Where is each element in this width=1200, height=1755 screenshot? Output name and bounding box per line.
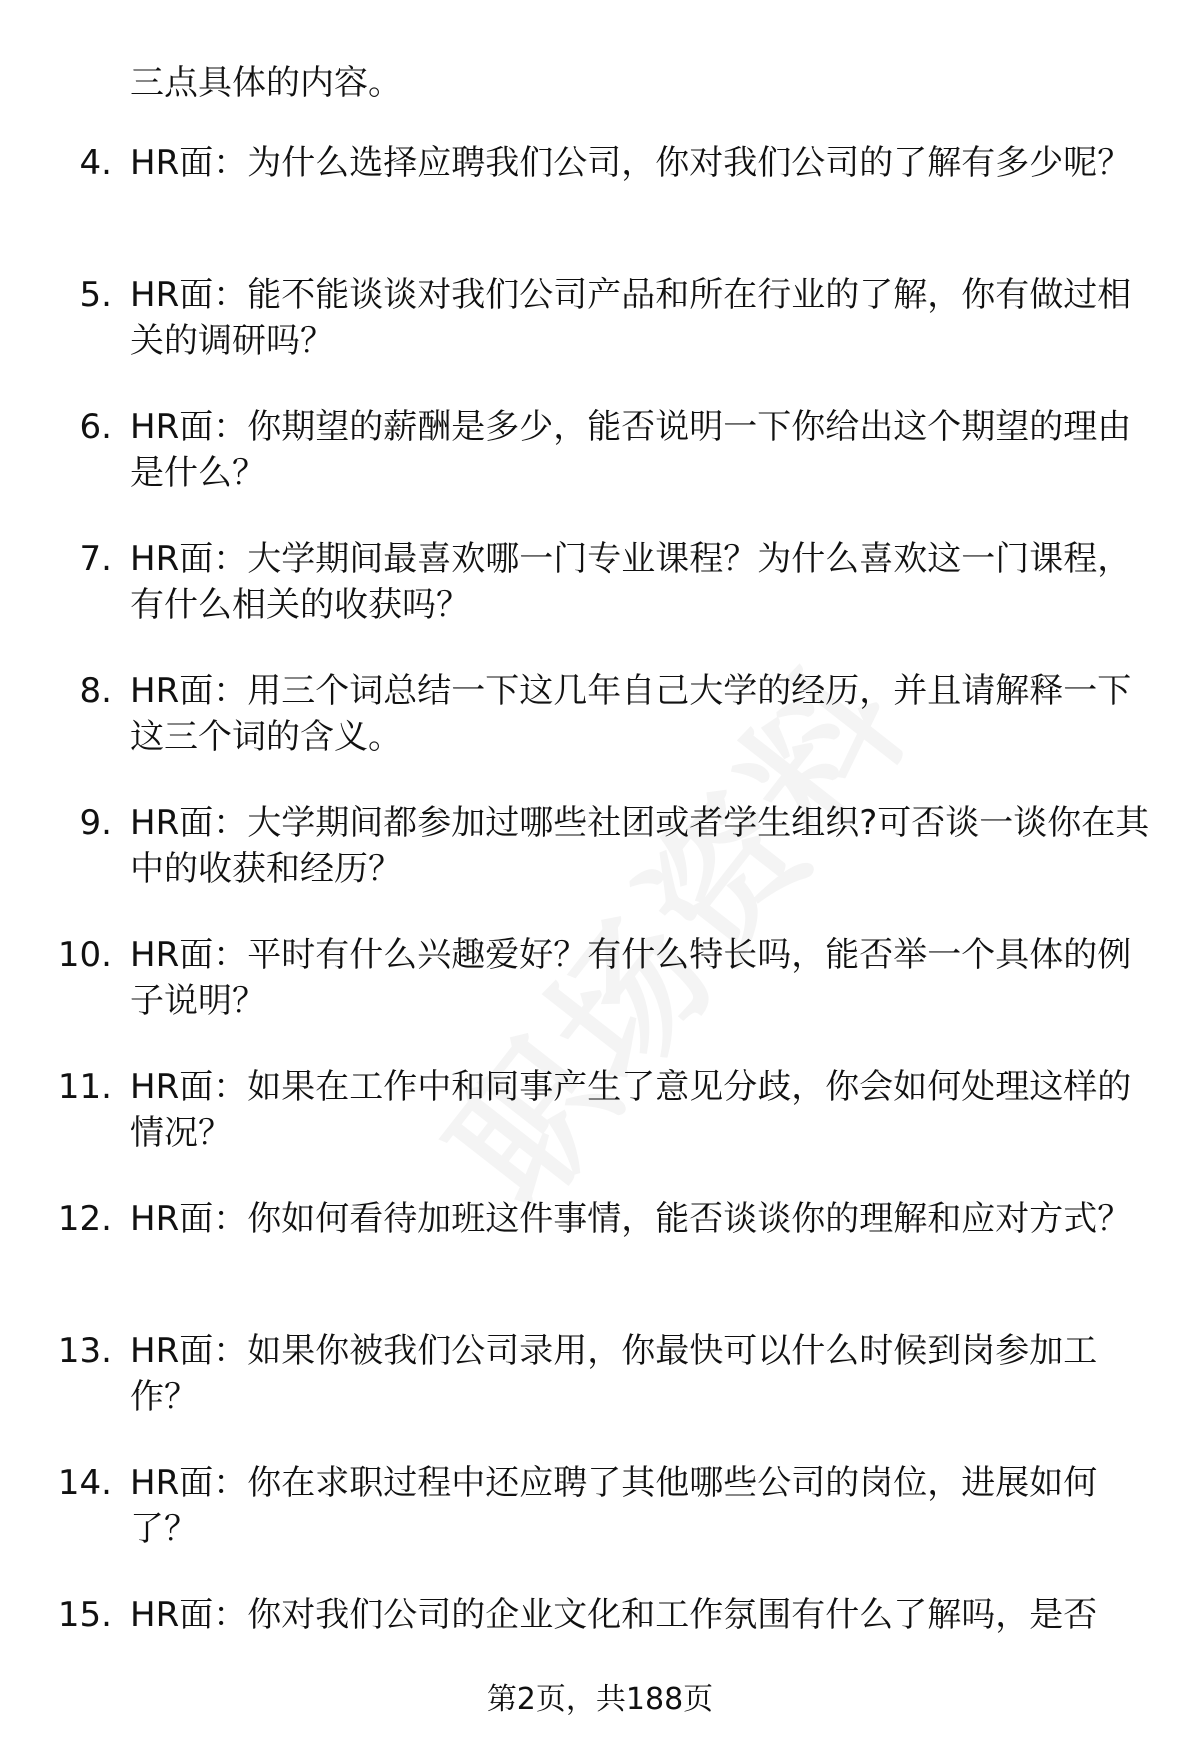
list-item (0, 1064, 1200, 1196)
question-list (0, 140, 1200, 1724)
item-number: 14. (57, 1463, 112, 1503)
item-number: 4. (79, 143, 112, 183)
list-item (0, 536, 1200, 668)
continuation-text: 三点具体的内容。 (130, 63, 402, 103)
item-text: HR面：你如何看待加班这件事情，能否谈谈你的理解和应对方式？ (130, 1199, 1132, 1239)
item-text: HR面：你期望的薪酬是多少，能否说明一下你给出这个期望的理由是什么？ (130, 407, 1132, 493)
item-text: HR面：你对我们公司的企业文化和工作氛围有什么了解吗，是否 (130, 1595, 1098, 1635)
item-number: 7. (79, 539, 112, 579)
list-item (0, 1328, 1200, 1460)
list-item (0, 932, 1200, 1064)
item-text: HR面：平时有什么兴趣爱好？有什么特长吗，能否举一个具体的例子说明？ (130, 935, 1132, 1021)
list-item (0, 272, 1200, 404)
item-number: 5. (79, 275, 112, 315)
page-footer: 第2页，共188页 (486, 1682, 714, 1717)
item-text: HR面：你在求职过程中还应聘了其他哪些公司的岗位，进展如何了？ (130, 1463, 1098, 1549)
item-text: HR面：用三个词总结一下这几年自己大学的经历，并且请解释一下这三个词的含义。 (130, 671, 1132, 757)
item-number: 6. (79, 407, 112, 447)
item-text: HR面：如果你被我们公司录用，你最快可以什么时候到岗参加工作？ (130, 1331, 1098, 1417)
item-number: 15. (57, 1595, 112, 1635)
list-item (0, 800, 1200, 932)
item-text: HR面：能不能谈谈对我们公司产品和所在行业的了解，你有做过相关的调研吗？ (130, 275, 1132, 361)
item-number: 10. (57, 935, 112, 975)
list-item (0, 1196, 1200, 1328)
item-number: 13. (57, 1331, 112, 1371)
item-text: HR面：为什么选择应聘我们公司，你对我们公司的了解有多少呢？ (130, 143, 1132, 183)
list-item (0, 1460, 1200, 1592)
item-number: 12. (57, 1199, 112, 1239)
item-number: 8. (79, 671, 112, 711)
item-text: HR面：大学期间都参加过哪些社团或者学生组织?可否谈一谈你在其中的收获和经历？ (130, 803, 1150, 889)
list-item (0, 668, 1200, 800)
item-number: 11. (57, 1067, 112, 1107)
list-item (0, 140, 1200, 272)
list-item (0, 404, 1200, 536)
item-text: HR面：大学期间最喜欢哪一门专业课程？为什么喜欢这一门课程，有什么相关的收获吗？ (130, 539, 1132, 625)
item-number: 9. (79, 803, 112, 843)
item-text: HR面：如果在工作中和同事产生了意见分歧，你会如何处理这样的情况？ (130, 1067, 1132, 1153)
